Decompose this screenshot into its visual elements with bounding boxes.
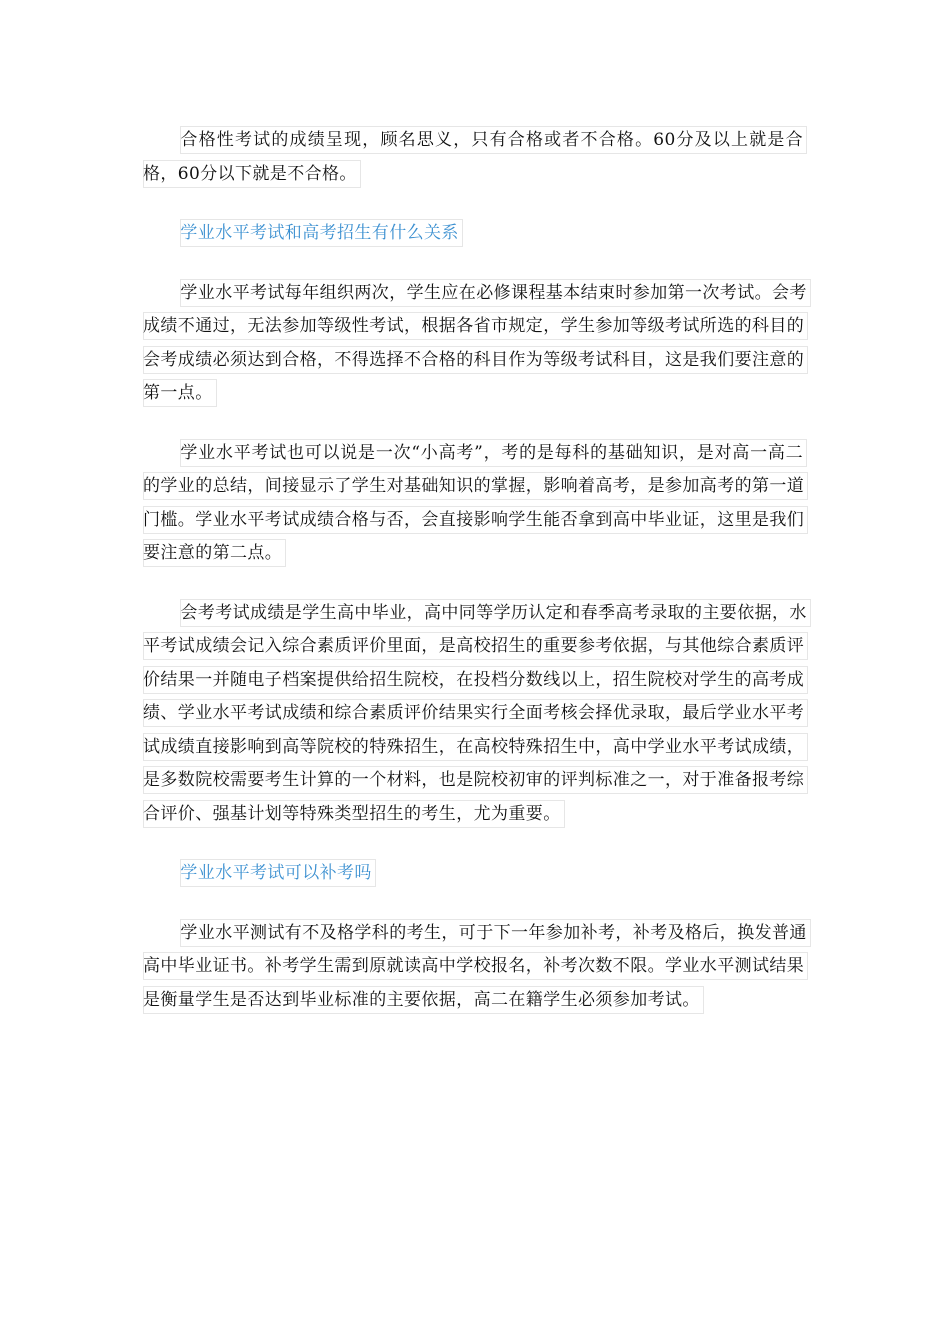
heading-text: 学业水平考试和高考招生有什么关系 bbox=[180, 219, 462, 247]
paragraph-text: 学业水平测试有不及格学科的考生，可于下一年参加补考，补考及格后，换发普通高中毕业证书。补考学生需到原就读高中学校报名，补考次数不限。学业水平测试结果是衡量学生是否达到毕业标准的主要依据，高二在籍学生必须参加考试。 bbox=[143, 919, 811, 1014]
paragraph-text: 学业水平考试每年组织两次，学生应在必修课程基本结束时参加第一次考试。会考成绩不通过，无法参加等级性考试，根据各省市规定，学生参加等级考试所选的科目的会考成绩必须达到合格，不得选择不合格的科目作为等级考试科目，这是我们要注意的第一点。 bbox=[143, 279, 811, 408]
document-body bbox=[143, 124, 807, 1043]
paragraph-admission-basis bbox=[143, 597, 807, 832]
section-heading-retake bbox=[143, 857, 807, 891]
paragraph-retake-rules bbox=[143, 917, 807, 1018]
section-heading-relation bbox=[143, 217, 807, 251]
paragraph-grade-result bbox=[143, 124, 807, 191]
paragraph-exam-schedule bbox=[143, 277, 807, 411]
paragraph-small-gaokao bbox=[143, 437, 807, 571]
paragraph-text: 会考考试成绩是学生高中毕业，高中同等学历认定和春季高考录取的主要依据，水平考试成绩会记入综合素质评价里面，是高校招生的重要参考依据，与其他综合素质评价结果一并随电子档案提供给招生院校，在投档分数线以上，招生院校对学生的高考成绩、学业水平考试成绩和综合素质评价结果实行全面考核会择优录取，最后学业水平考试成绩直接影响到高等院校的特殊招生，在高校特殊招生中，高中学业水平考试成绩，是多数院校需要考生计算的一个材料，也是院校初审的评判标准之一，对于准备报考综合评价、强基计划等特殊类型招生的考生，尤为重要。 bbox=[143, 599, 811, 828]
heading-text: 学业水平考试可以补考吗 bbox=[180, 859, 375, 887]
paragraph-text: 学业水平考试也可以说是一次“小高考”，考的是每科的基础知识，是对高一高二的学业的总结，间接显示了学生对基础知识的掌握，影响着高考，是参加高考的第一道门槛。学业水平考试成绩合格与否，会直接影响学生能否拿到高中毕业证，这里是我们要注意的第二点。 bbox=[143, 439, 808, 568]
paragraph-text: 合格性考试的成绩呈现，顾名思义，只有合格或者不合格。60分及以上就是合格，60分以下就是不合格。 bbox=[143, 126, 807, 188]
